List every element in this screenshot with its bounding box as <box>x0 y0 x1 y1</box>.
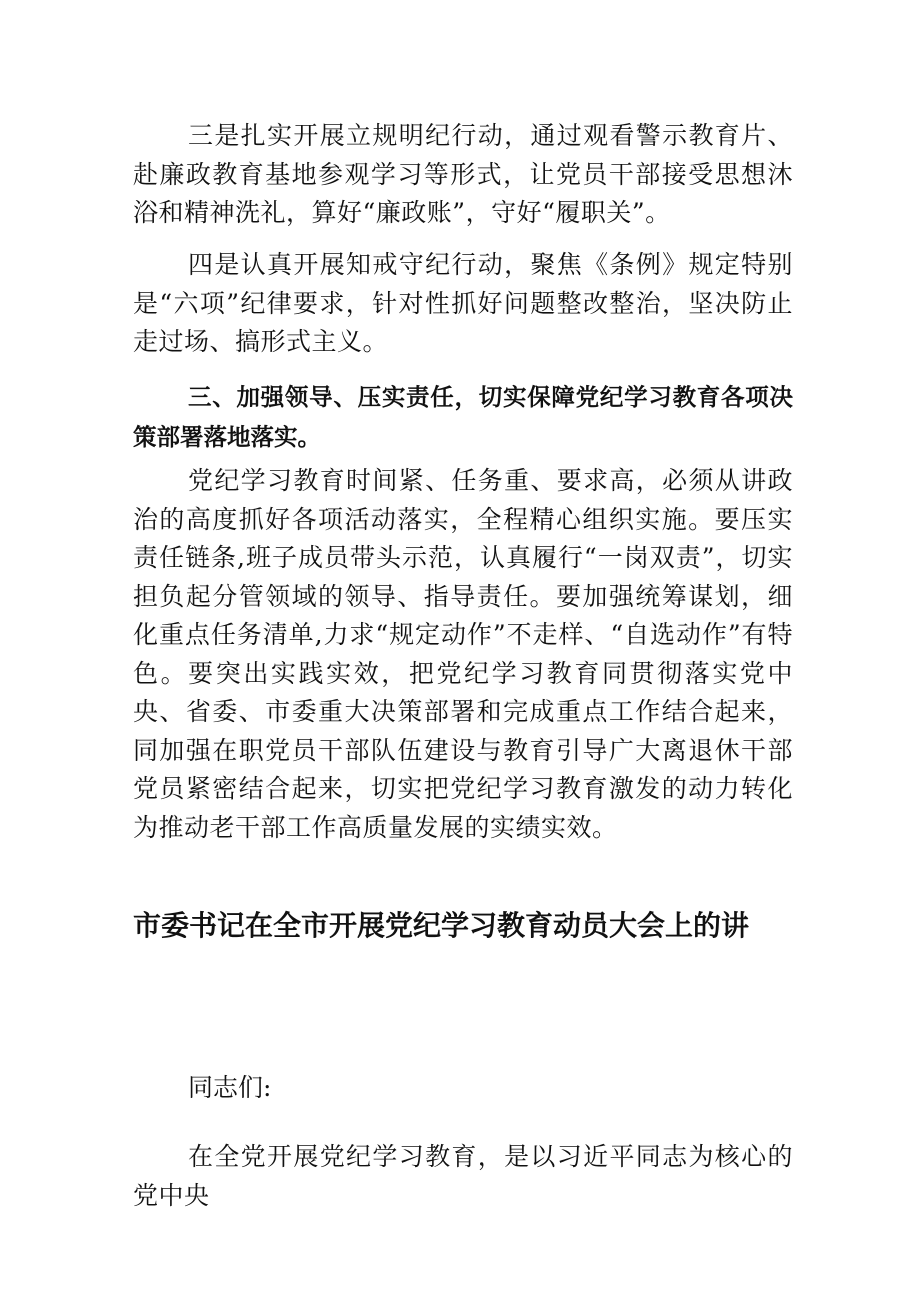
next-article-intro: 在全党开展党纪学习教育，是以习近平同志为核心的党中央 <box>133 1142 793 1210</box>
paragraph-action-three: 三是扎实开展立规明纪行动，通过观看警示教育片、赴廉政教育基地参观学习等形式，让党员干部接受思想沐浴和精神洗礼，算好“廉政账”，守好“履职关”。 <box>133 121 793 227</box>
next-article-title: 市委书记在全市开展党纪学习教育动员大会上的讲 <box>133 909 750 942</box>
paragraph-section-three-body: 党纪学习教育时间紧、任务重、要求高，必须从讲政治的高度抓好各项活动落实，全程精心组织实施。要压实责任链条,班子成员带头示范，认真履行“一岗双责”，切实担负起分管领域的领导、指导责任。要加强统筹谋划，细化重点任务清单,力求“规定动作”不走样、“自选动作”有特色。要突出实践实效，把党纪学习教育同贯彻落实党中央、省委、市委重大决策部署和完成重点工作结合起来，同加强在职党员干部队伍建设与教育引导广大离退休干部党员紧密结合起来，切实把党纪学习教育激发的动力转化为推动老干部工作高质量发展的实绩实效。 <box>133 466 793 842</box>
greeting: 同志们: <box>188 1073 272 1102</box>
paragraph-action-four: 四是认真开展知戒守纪行动，聚焦《条例》规定特别是“六项”纪律要求，针对性抓好问题整改整治，坚决防止走过场、搞形式主义。 <box>133 250 793 356</box>
section-heading-three: 三、加强领导、压实责任，切实保障党纪学习教育各项决策部署落地落实。 <box>133 383 793 451</box>
